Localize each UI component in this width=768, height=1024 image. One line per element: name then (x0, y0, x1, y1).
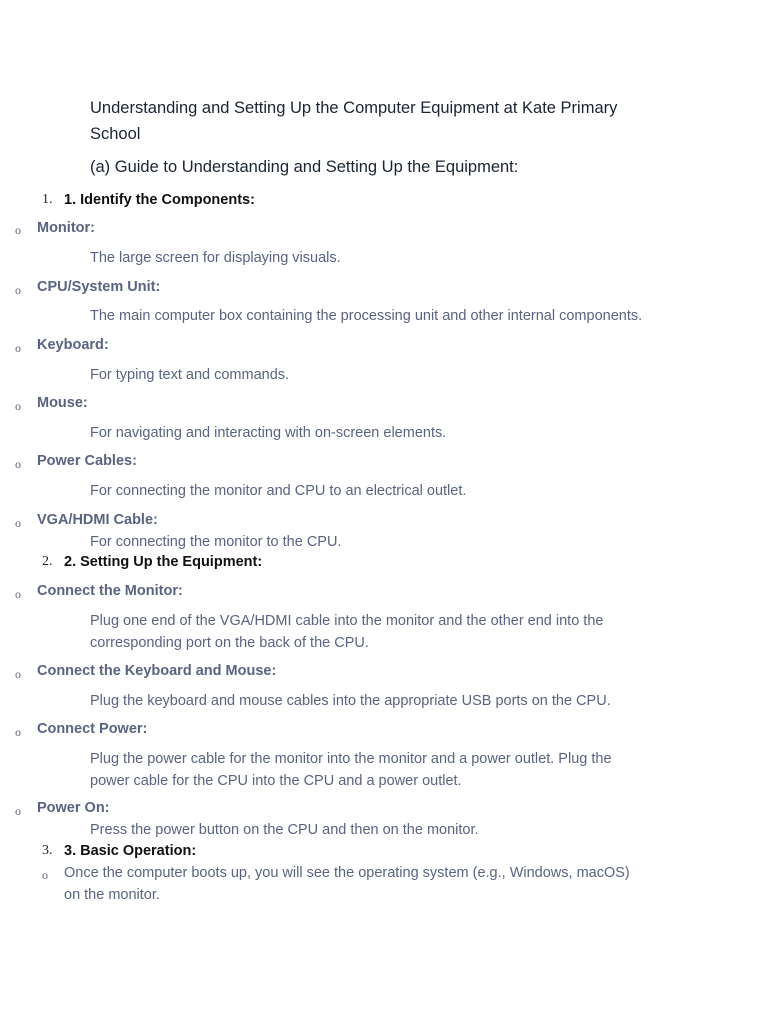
item-text-basic-operation (64, 863, 630, 906)
item-label-vga-hdmi: VGA/HDMI Cable: (37, 512, 158, 528)
item-label-connect-keyboard-mouse: Connect the Keyboard and Mouse: (37, 663, 277, 679)
desc-line: corresponding port on the back of the CPU. (90, 634, 369, 651)
item-label-power-cables: Power Cables: (37, 453, 137, 469)
item-label-connect-power: Connect Power: (37, 721, 148, 737)
list-bullet: o (15, 725, 21, 739)
list-bullet: o (15, 516, 21, 530)
list-bullet: o (15, 587, 21, 601)
desc-line: Plug the power cable for the monitor into the monitor and a power outlet. Plug the (90, 751, 612, 767)
list-bullet: o (15, 399, 21, 413)
item-desc-cpu: The main computer box containing the processing unit and other internal components. (90, 308, 643, 324)
section-2-number: 2. (42, 554, 53, 569)
section-3-number: 3. (42, 843, 53, 858)
document-title (90, 95, 617, 147)
list-bullet: o (15, 457, 21, 471)
list-bullet: o (15, 667, 21, 681)
item-desc-keyboard: For typing text and commands. (90, 367, 290, 383)
item-label-connect-monitor: Connect the Monitor: (37, 583, 183, 599)
item-desc-vga-hdmi: For connecting the monitor to the CPU. (90, 534, 342, 550)
item-desc-connect-monitor (90, 611, 603, 654)
item-desc-power-cables: For connecting the monitor and CPU to an electrical outlet. (90, 483, 467, 499)
desc-line: power cable for the CPU into the CPU and a power outlet. (90, 772, 462, 789)
item-label-cpu: CPU/System Unit: (37, 279, 161, 295)
item-label-keyboard: Keyboard: (37, 337, 109, 353)
item-desc-power-on: Press the power button on the CPU and then on the monitor. (90, 822, 479, 838)
section-1-title: 1. Identify the Components: (64, 192, 255, 208)
list-bullet: o (15, 341, 21, 355)
section-3-title: 3. Basic Operation: (64, 843, 197, 859)
list-bullet: o (42, 868, 48, 882)
desc-line: Once the computer boots up, you will see the operating system (e.g., Windows, macOS) (64, 865, 630, 881)
item-desc-connect-power (90, 749, 612, 792)
item-label-monitor: Monitor: (37, 220, 95, 236)
section-2-title: 2. Setting Up the Equipment: (64, 554, 263, 570)
desc-line: on the monitor. (64, 886, 160, 903)
list-bullet: o (15, 283, 21, 297)
list-bullet: o (15, 223, 21, 237)
document-title-line-1: Understanding and Setting Up the Computer Equipment at Kate Primary (90, 99, 618, 117)
document-subtitle: (a) Guide to Understanding and Setting Up the Equipment: (90, 158, 519, 176)
item-label-power-on: Power On: (37, 800, 110, 816)
section-1-number: 1. (42, 192, 53, 207)
desc-line: Plug one end of the VGA/HDMI cable into the monitor and the other end into the (90, 613, 604, 629)
item-label-mouse: Mouse: (37, 395, 88, 411)
item-desc-connect-keyboard-mouse: Plug the keyboard and mouse cables into the appropriate USB ports on the CPU. (90, 693, 611, 709)
list-bullet: o (15, 804, 21, 818)
document-title-line-2: School (90, 125, 141, 143)
item-desc-monitor: The large screen for displaying visuals. (90, 250, 341, 266)
item-desc-mouse: For navigating and interacting with on-screen elements. (90, 425, 447, 441)
